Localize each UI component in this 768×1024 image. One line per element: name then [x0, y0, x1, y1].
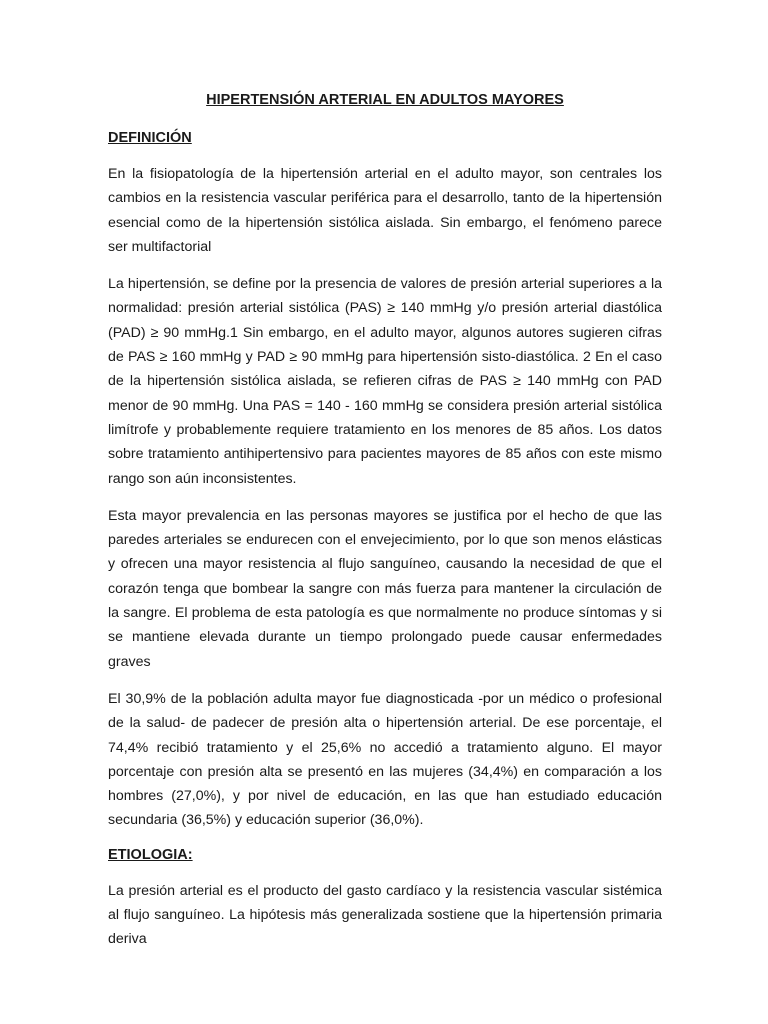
paragraph: El 30,9% de la población adulta mayor fue diagnosticada -por un médico o profesional de la salud- de padecer de presión alta o hipertensión arterial. De ese porcentaje, el 74,4% recibió tratamiento y el 25,6% no accedió a tratamiento alguno. El mayor porcentaje con presión alta se presentó en las mujeres (34,4%) en comparación a los hombres (27,0%), y por nivel de educación, en las que han estudiado educación secundaria (36,5%) y educación superior (36,0%). — [108, 690, 662, 829]
document-page — [108, 90, 662, 965]
paragraph: En la fisiopatología de la hipertensión arterial en el adulto mayor, son centrales los cambios en la resistencia vascular periférica para el desarrollo, tanto de la hipertensión esencial como de la hipertensión sistólica aislada. Sin embargo, el fenómeno parece ser multifactorial — [108, 166, 662, 255]
document-title: HIPERTENSIÓN ARTERIAL EN ADULTOS MAYORES — [206, 92, 564, 108]
paragraph: La presión arterial es el producto del gasto cardíaco y la resistencia vascular sistémica al flujo sanguíneo. La hipótesis más generalizada sostiene que la hipertensión primaria deriva — [108, 882, 662, 948]
paragraph: Esta mayor prevalencia en las personas mayores se justifica por el hecho de que las paredes arteriales se endurecen con el envejecimiento, por lo que son menos elásticas y ofrecen una mayor resistencia al flujo sanguíneo, causando la necesidad de que el corazón tenga que bombear la sangre con más fuerza para mantener la circulación de la sangre. El problema de esta patología es que normalmente no produce síntomas y si se mantiene elevada durante un tiempo prolongado puede causar enfermedades graves — [108, 507, 662, 670]
paragraph: La hipertensión, se define por la presencia de valores de presión arterial superiores a la normalidad: presión arterial sistólica (PAS) ≥ 140 mmHg y/o presión arterial diastólica (PAD) ≥ 90 mmHg.1 Sin embargo, en el adulto mayor, algunos autores sugieren cifras de PAS ≥ 160 mmHg y PAD ≥ 90 mmHg para hipertensión sisto-diastólica. 2 En el caso de la hipertensión sistólica aislada, se refieren cifras de PAS ≥ 140 mmHg con PAD menor de 90 mmHg. Una PAS = 140 - 160 mmHg se considera presión arterial sistólica limítrofe y probablemente requiere tratamiento en los menores de 85 años. Los datos sobre tratamiento antihipertensivo para pacientes mayores de 85 años con este mismo rango son aún inconsistentes. — [108, 276, 662, 487]
section-heading-etiologia: ETIOLOGIA: — [108, 846, 193, 863]
section-heading-definicion: DEFINICIÓN — [108, 130, 192, 146]
